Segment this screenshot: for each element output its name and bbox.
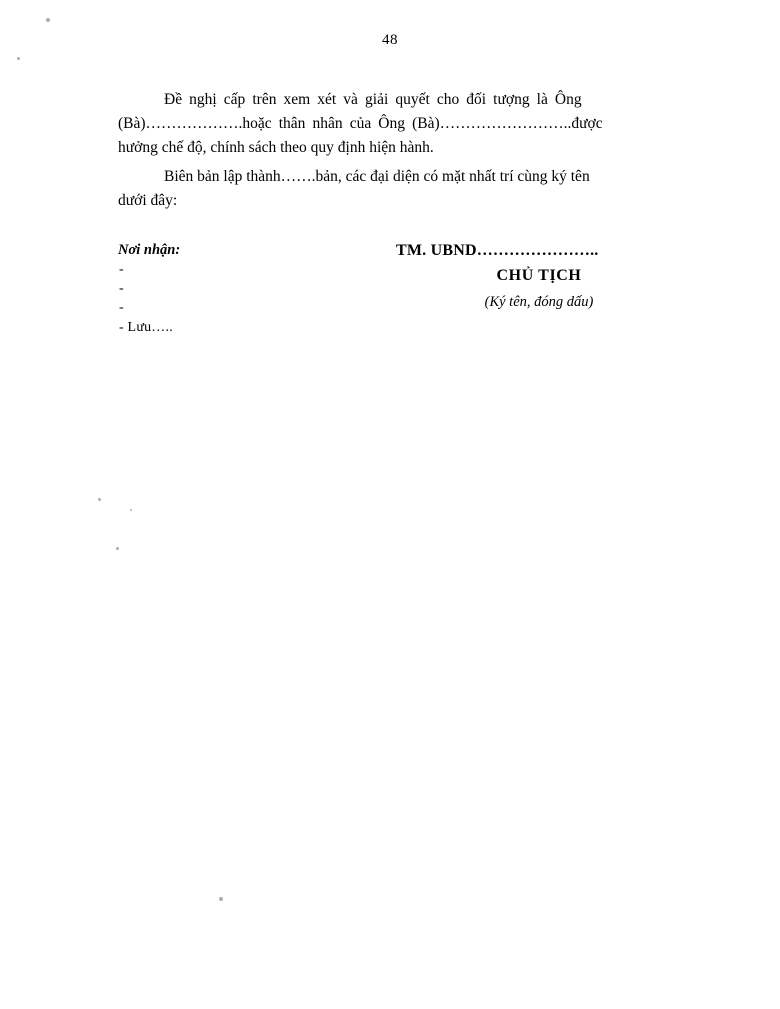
request-line-3: hưởng chế độ, chính sách theo quy định hiện hành. [118, 139, 434, 157]
scan-speck [219, 897, 223, 901]
scan-speck [116, 547, 119, 550]
signature-area [118, 242, 698, 352]
page-number: 48 [382, 32, 398, 48]
scan-speck [46, 18, 50, 22]
scan-speck [98, 498, 101, 501]
request-line-2: (Bà)……………….hoặc thân nhân của Ông (Bà)……………………..được [118, 115, 603, 133]
scan-speck [17, 57, 20, 60]
minutes-line-1: Biên bản lập thành…….bản, các đại diện có mặt nhất trí cùng ký tên [164, 168, 590, 186]
recipient-item: - [119, 280, 124, 296]
recipient-item-archive: - Lưu….. [119, 319, 173, 335]
request-paragraph [118, 88, 698, 160]
recipients-title: Nơi nhận: [118, 242, 181, 258]
request-line-1: Đề nghị cấp trên xem xét và giải quyết cho đối tượng là Ông [164, 91, 582, 108]
signature-block [380, 242, 698, 311]
signing-title: CHỦ TỊCH [496, 267, 582, 284]
minutes-line-2: dưới đây: [118, 192, 178, 210]
scan-speck [130, 509, 132, 511]
recipient-item: - [119, 262, 124, 277]
recipient-item: - [119, 299, 124, 315]
recipients-block [118, 242, 318, 338]
document-body [118, 88, 698, 218]
signing-organization: TM. UBND………………….. [396, 242, 599, 259]
signature-instruction: (Ký tên, đóng dấu) [484, 294, 594, 310]
minutes-paragraph [118, 165, 698, 213]
